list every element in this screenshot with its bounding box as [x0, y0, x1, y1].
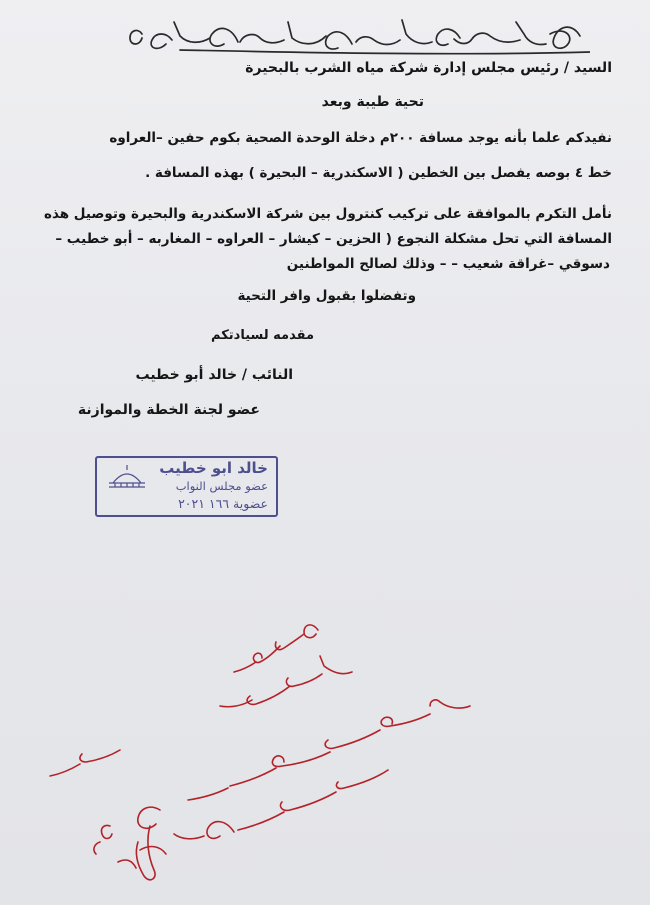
body-line-4: المسافة التي تحل مشكلة النجوع ( الحزين – كيشار – العراوه – المغاربه – أبو خطيب – — [55, 231, 612, 247]
signatory-name: النائب / خالد أبو خطيب — [135, 367, 293, 383]
body-line-5: دسوقي –غراقة شعيب – – وذلك لصالح المواطنين — [286, 256, 610, 272]
stamp-membership: عضوية ١٦٦ ٢٠٢١ — [178, 496, 268, 511]
addressee: السيد / رئيس مجلس إدارة شركة مياه الشرب بالبحيرة — [245, 60, 612, 76]
greeting: تحية طيبة وبعد — [321, 94, 424, 110]
closing: وتفضلوا بقبول وافر التحية — [237, 288, 416, 304]
stamp-name: خالد ابو خطيب — [159, 459, 268, 477]
parliament-dome-icon — [105, 463, 149, 489]
body-line-2: خط ٤ بوصه يفصل بين الخطين ( الاسكندرية – البحيرة ) بهذه المسافة . — [145, 165, 612, 181]
body-line-3: نأمل التكرم بالموافقة على تركيب كنترول بين شركة الاسكندرية والبحيرة وتوصيل هذه — [43, 206, 612, 222]
submitted-by: مقدمه لسيادتكم — [211, 328, 314, 343]
stamp-title: عضو مجلس النواب — [175, 479, 268, 493]
signatory-role: عضو لجنة الخطة والموازنة — [77, 402, 260, 418]
red-handwritten-annotation — [0, 600, 650, 890]
official-stamp — [95, 456, 278, 517]
handwritten-heading — [120, 14, 590, 58]
body-line-1: نفيدكم علما بأنه يوجد مسافة ٢٠٠م دخلة الوحدة الصحية بكوم حفين –العراوه — [109, 130, 612, 146]
